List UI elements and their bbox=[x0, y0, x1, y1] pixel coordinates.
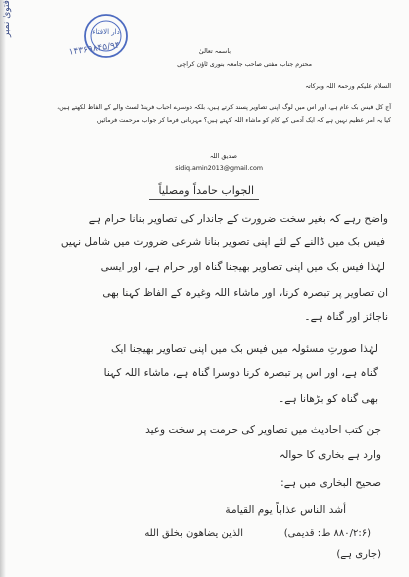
hadith-reference: (۸۸۰/۲:۶ ط: قدیمی) bbox=[283, 528, 371, 539]
answer-heading: الجواب حامداً ومصلیاً bbox=[158, 184, 254, 197]
conclusion-line-1: لہٰذا صورتِ مسئولہ میں فیس بک میں اپنی تصاویر بھیجنا ایک bbox=[111, 343, 378, 355]
conclusion-line-3: بھی گناہ کو بڑھانا ہے۔ bbox=[278, 393, 378, 405]
questioner-name: صدیق اللہ bbox=[209, 153, 237, 160]
answer-line-4: ان تصاویر پر تبصرہ کرنا، اور ماشاء اللہ وغیرہ کے الفاظ کہنا بھی bbox=[102, 287, 388, 299]
bismillah: باسمہ تعالیٰ bbox=[198, 48, 231, 55]
questioner-email: sidiq.amin2013@gmail.com bbox=[175, 165, 263, 172]
answer-line-3: لہٰذا فیس بک میں اپنی تصاویر بھیجنا گناہ اور حرام ہے، اور ایسی bbox=[100, 261, 385, 273]
hadith-source: صحیح البخاری میں ہے: bbox=[280, 477, 381, 489]
evidence-line-2: وارد ہے بخاری کا حوالہ bbox=[279, 449, 381, 461]
corner-note: فتویٰ نمبر bbox=[2, 0, 12, 37]
evidence-line-1: جن کتب احادیث میں تصاویر کی حرمت پر سخت وعید bbox=[145, 424, 381, 436]
stamp-label: دار الافتاء bbox=[92, 28, 120, 36]
answer-line-5: ناجائز اور گناہ ہے۔ bbox=[304, 311, 388, 323]
hadith-arabic-2: الذين يضاهون بخلق الله bbox=[144, 528, 243, 539]
question-line-2: کیا یہ امر عظیم نہیں ہے کہ ایک آدمی کے کام کو ماشاء اللہ کہتے ہیں؟ مہربانی فرما کر جواب مرحمت فرمائیں bbox=[96, 117, 391, 124]
answer-heading-underline bbox=[149, 199, 259, 200]
page-shadow bbox=[0, 0, 6, 577]
continuation-note: (جاری ہے) bbox=[336, 549, 381, 560]
answer-line-2: فیس بک میں ڈالنے کے لئے اپنی تصویر بنانا شرعی ضرورت میں شامل نہیں bbox=[60, 236, 385, 248]
fatwa-number: ۱۴۳۶۹۸۴۵/۹۴ bbox=[68, 40, 121, 58]
greeting: السلام علیکم ورحمۃ اللہ وبرکاتہ bbox=[305, 83, 391, 90]
question-line-1: آج کل فیس بک عام ہے، اور اس میں لوگ اپنی تصاویر پسند کرتے ہیں، بلکہ دوسرے احباب فرینڈ لسٹ والے کے الفاظ لکھتے ہیں، bbox=[57, 104, 391, 111]
conclusion-line-2: گناہ ہے، اور اس پر تبصرہ کرنا دوسرا گناہ ہے، ماشاء اللہ کہنا bbox=[103, 367, 378, 379]
salutation: محترم جناب مفتی صاحب جامعہ بنوری ٹاؤن کراچی bbox=[177, 61, 312, 68]
hadith-arabic-1: أشد الناس عذاباً يوم القيامة bbox=[225, 504, 346, 516]
answer-line-1: واضح رہے کہ بغیر سخت ضرورت کے جاندار کی تصاویر بنانا حرام ہے bbox=[88, 213, 388, 225]
